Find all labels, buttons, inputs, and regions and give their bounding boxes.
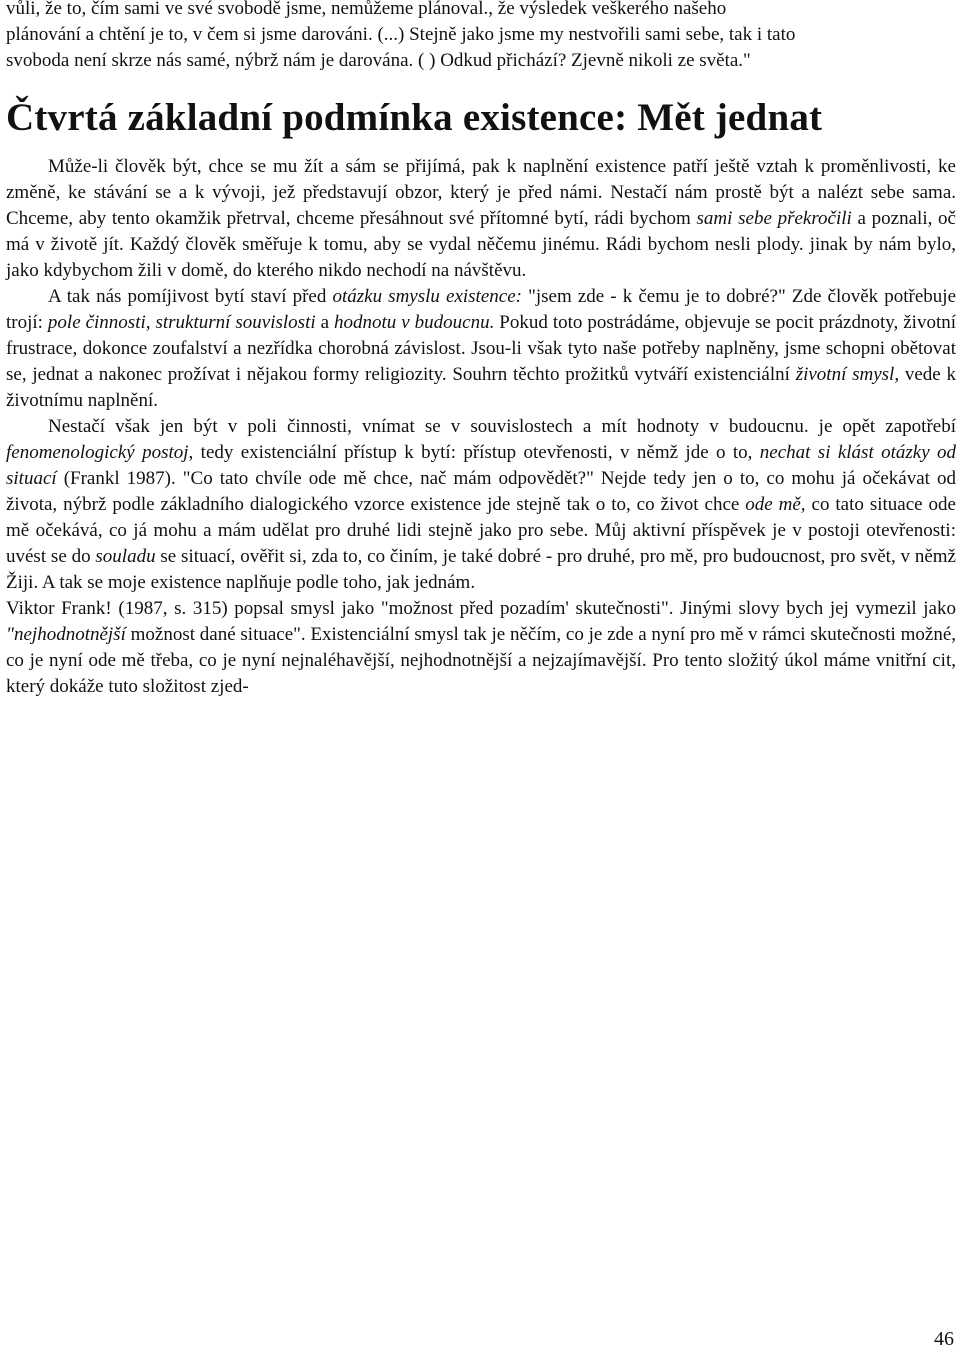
- text-run: "jsem zde - k čemu je to dobré?" Zde člověk potřebuje trojí:: [6, 286, 957, 333]
- intro-quote: [6, 0, 956, 74]
- text-run: vede k životnímu naplnění.: [6, 364, 956, 411]
- text-run: Nestačí však jen být v poli činnosti, vnímat se v souvislostech a mít hodnoty v budoucnu. je opět zapotřebí: [48, 416, 956, 437]
- emphasis: "nejhodnotnější: [6, 624, 126, 645]
- emphasis: sami sebe překročili: [696, 208, 852, 229]
- emphasis: otázku smyslu existence:: [332, 286, 522, 307]
- emphasis: pole činnosti, strukturní souvislosti: [47, 312, 316, 333]
- text-run: tedy existenciální přístup k bytí: přístup otevřenosti, v němž jde o to,: [193, 442, 760, 463]
- emphasis: životní smysl,: [795, 364, 900, 385]
- emphasis: ode mě,: [745, 494, 806, 515]
- paragraph-3: [6, 414, 956, 596]
- text-run: (Frankl 1987). "Co tato chvíle ode mě chce, nač mám odpovědět?" Nejde tedy jen o to, co mohu já očekávat od života, nýbrž podle základního dialogického vzorce existence jde stejně tak o to, co život chce: [6, 468, 956, 515]
- paragraph-1: [6, 154, 956, 284]
- text-run: se situací, ověřit si, zda to, co činím, je také dobré - pro druhé, pro mě, pro budoucnost, pro svět, v němž Žiji. A tak se moje existence naplňuje podle toho, jak jednám.: [6, 546, 956, 593]
- text-run: Viktor Frank! (1987, s. 315) popsal smysl jako "možnost před pozadím' skutečnosti". Jinými slovy bych jej vymezil jako: [6, 598, 956, 619]
- text-run: co tato situace ode mě očekává, co já mohu a mám udělat pro druhé lidi stejně jako pro sebe. Můj aktivní příspěvek je v postoji otevřenosti: uvést se do: [6, 494, 956, 567]
- text-run: možnost dané situace". Existenciální smysl tak je něčím, co je zde a nyní pro mě v rámci skutečnosti možné, co je nyní ode mě třeba, co je nyní nejnaléhavější, nejhodnotnější a nejzajímavější. Pro tento složitý úkol máme vnitřní cit, který dokáže tuto složitost zjed-: [6, 624, 956, 697]
- text-run: A tak nás pomíjivost bytí staví před: [48, 286, 333, 307]
- intro-line: plánování a chtění je to, v čem si jsme darováni. (...) Stejně jako jsme my nestvořili sami sebe, tak i tato: [6, 24, 796, 45]
- emphasis: fenomenologický postoj,: [6, 442, 194, 463]
- emphasis: hodnotu v budoucnu.: [334, 312, 495, 333]
- document-page: [6, 0, 956, 700]
- text-run: a poznali, oč má v životě jít. Každý člověk směřuje k tomu, aby se vydal něčemu jinému. Rádi bychom nesli plody. jinak by nám bylo, jako kdybychom žili v domě, do kterého nikdo nechodí na návštěvu.: [6, 208, 956, 281]
- page-number: 46: [934, 1328, 954, 1350]
- intro-line: vůli, že to, čím sami ve své svobodě jsme, nemůžeme plánoval., že výsledek veškerého našeho: [6, 0, 727, 19]
- text-run: a: [315, 312, 334, 333]
- paragraph-4: [6, 596, 956, 700]
- emphasis: nechat si klást otázky od situací: [6, 442, 956, 489]
- paragraph-2: [6, 284, 956, 414]
- text-run: Může-li člověk být, chce se mu žít a sám se přijímá, pak k naplnění existence patří ještě vztah k proměnlivosti, ke změně, ke stávání se a k vývoji, jež představují obzor, který je před námi. Nestačí nám prostě být a nalézt sebe sama. Chceme, aby tento okamžik přetrval, chceme přesáhnout své přítomné bytí, rádi bychom: [6, 156, 956, 229]
- text-run: Pokud toto postrádáme, objevuje se pocit prázdnoty, životní frustrace, dokonce zoufalství a nezřídka chorobná závislost. Jsou-li však tyto naše potřeby naplněny, jsme schopni obětovat se, jednat a nakonec prožívat i nějakou formy religiozity. Souhrn těchto prožitků vytváří existenciální: [6, 312, 956, 385]
- section-heading: Čtvrtá základní podmínka existence: Mět jednat: [6, 96, 823, 139]
- intro-line: svoboda není skrze nás samé, nýbrž nám je darována. ( ) Odkud přichází? Zjevně nikoli ze světa.": [6, 50, 751, 71]
- emphasis: souladu: [95, 546, 156, 567]
